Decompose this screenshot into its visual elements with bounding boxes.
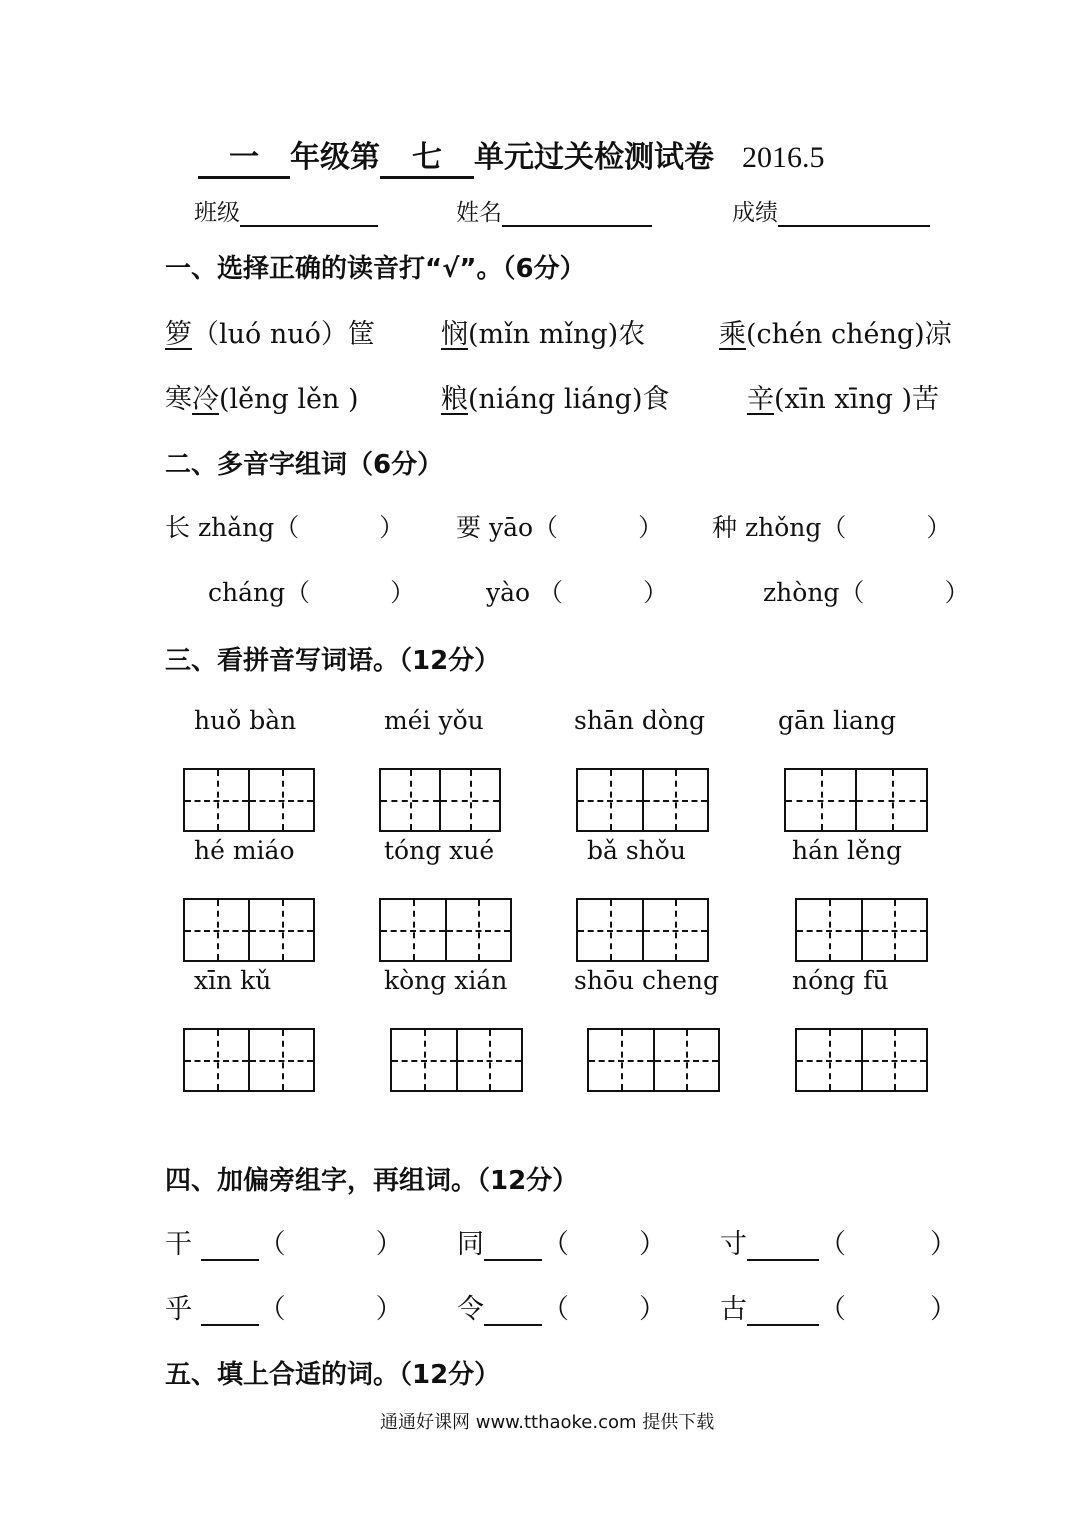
close-paren: ） [643, 578, 669, 607]
pinyin-prompt: nóng fū [792, 966, 889, 995]
polyphone-item[interactable] [763, 573, 969, 609]
close-paren: ） [944, 578, 970, 607]
grid-cell[interactable] [797, 1030, 861, 1090]
grid-cell[interactable] [248, 1030, 313, 1090]
close-paren: ） [930, 1294, 957, 1325]
pinyin-options[interactable]: (chén chéng) [746, 319, 925, 350]
polyphone-pinyin: zhǎng（ [197, 513, 300, 542]
open-paren: （ [819, 1294, 846, 1325]
polyphone-item[interactable] [208, 573, 415, 609]
class-label: 班级 [194, 200, 240, 226]
writing-grid[interactable] [379, 768, 501, 832]
name-label: 姓名 [456, 200, 502, 226]
pinyin-options[interactable]: (lěng lěn ) [219, 384, 359, 415]
close-paren: ） [390, 578, 416, 607]
pinyin-prompt: shān dòng [574, 706, 706, 735]
close-paren: ） [379, 513, 405, 542]
radical-item[interactable] [720, 1287, 957, 1326]
char-blank[interactable] [201, 1233, 259, 1261]
score-blank-line[interactable] [778, 201, 930, 227]
title-text-1: 年级第 [290, 140, 380, 175]
section-5-heading: 五、填上合适的词。（12分） [165, 1360, 501, 1390]
word-rest: 筐 [347, 319, 375, 350]
grid-cell[interactable] [185, 1030, 248, 1090]
polyphone-item[interactable] [486, 573, 668, 609]
page-title [198, 132, 825, 179]
grid-cell[interactable] [578, 770, 642, 830]
grid-cell[interactable] [642, 770, 708, 830]
writing-grid[interactable] [390, 1028, 523, 1092]
grid-cell[interactable] [861, 900, 927, 960]
section-1-heading: 一、选择正确的读音打“√”。（6分） [165, 254, 586, 284]
grid-cell[interactable] [248, 770, 313, 830]
char-blank[interactable] [747, 1233, 819, 1261]
pinyin-options[interactable]: （luó nuó） [192, 319, 348, 350]
char-blank[interactable] [484, 1298, 542, 1326]
close-paren: ） [926, 513, 952, 542]
close-paren: ） [639, 1294, 666, 1325]
name-field[interactable] [456, 194, 652, 227]
grade-blank: 一 [198, 132, 290, 179]
score-field[interactable] [732, 194, 930, 227]
writing-grid[interactable] [587, 1028, 720, 1092]
writing-grid[interactable] [795, 898, 928, 962]
base-char: 同 [457, 1229, 484, 1260]
word-rest: 凉 [924, 319, 952, 350]
class-blank-line[interactable] [240, 201, 378, 227]
pinyin-prompt: gān liang [778, 706, 896, 735]
grid-cell[interactable] [456, 1030, 522, 1090]
base-char: 古 [720, 1294, 747, 1325]
writing-grid[interactable] [183, 898, 315, 962]
word-prefix: 寒 [165, 384, 192, 415]
pinyin-choice-item[interactable] [719, 312, 952, 351]
grid-cell[interactable] [392, 1030, 456, 1090]
section-2-heading: 二、多音字组词（6分） [165, 450, 444, 480]
footer-watermark: 通通好课网 www.tthaoke.com 提供下载 [380, 1412, 715, 1433]
writing-grid[interactable] [784, 768, 928, 832]
radical-item[interactable] [457, 1287, 666, 1326]
polyphone-pinyin: yāo（ [488, 513, 559, 542]
polyphone-pinyin: cháng（ [208, 578, 311, 607]
pinyin-prompt: huǒ bàn [194, 706, 297, 735]
section-4-heading: 四、加偏旁组字，再组词。（12分） [165, 1166, 579, 1196]
writing-grid[interactable] [379, 898, 512, 962]
base-char: 寸 [720, 1229, 747, 1260]
open-paren: （ [542, 1229, 569, 1260]
pinyin-choice-item[interactable] [165, 377, 359, 416]
char-blank[interactable] [201, 1298, 259, 1326]
radical-item[interactable] [165, 1222, 403, 1261]
title-date: 2016.5 [742, 141, 825, 174]
pinyin-prompt: xīn kǔ [194, 966, 272, 995]
polyphone-char: 要 [456, 513, 482, 542]
radical-item[interactable] [165, 1287, 403, 1326]
target-char: 冷 [192, 384, 219, 415]
grid-cell[interactable] [248, 900, 313, 960]
grid-cell[interactable] [578, 900, 642, 960]
pinyin-choice-item[interactable] [165, 312, 375, 351]
close-paren: ） [638, 513, 664, 542]
grid-cell[interactable] [185, 770, 248, 830]
pinyin-choice-item[interactable] [747, 377, 939, 416]
section-3-heading: 三、看拼音写词语。（12分） [165, 646, 501, 676]
open-paren: （ [258, 1294, 286, 1325]
grid-cell[interactable] [797, 900, 861, 960]
radical-item[interactable] [457, 1222, 666, 1261]
score-label: 成绩 [732, 200, 778, 226]
word-rest: 苦 [912, 384, 940, 415]
grid-cell[interactable] [439, 770, 499, 830]
open-paren: （ [258, 1229, 286, 1260]
unit-blank: 七 [380, 132, 474, 179]
polyphone-pinyin: yào （ [486, 578, 564, 607]
grid-cell[interactable] [861, 1030, 927, 1090]
polyphone-char: 种 [712, 513, 738, 542]
close-paren: ） [375, 1229, 403, 1260]
pinyin-prompt: tóng xué [384, 836, 495, 865]
name-blank-line[interactable] [502, 201, 652, 227]
class-field[interactable] [194, 194, 378, 227]
base-char: 乎 [165, 1294, 192, 1325]
pinyin-prompt: shōu cheng [574, 966, 720, 995]
pinyin-choice-item[interactable] [441, 312, 645, 351]
base-char: 令 [457, 1294, 484, 1325]
open-paren: （ [542, 1294, 569, 1325]
polyphone-pinyin: zhòng（ [763, 578, 865, 607]
writing-grid[interactable] [576, 898, 709, 962]
title-text-2: 单元过关检测试卷 [474, 140, 714, 175]
base-char: 干 [165, 1229, 192, 1260]
grid-cell[interactable] [653, 1030, 719, 1090]
grid-cell[interactable] [185, 900, 248, 960]
pinyin-prompt: bǎ shǒu [587, 836, 686, 865]
close-paren: ） [375, 1294, 403, 1325]
grid-cell[interactable] [381, 900, 445, 960]
radical-item[interactable] [720, 1222, 957, 1261]
pinyin-choice-item[interactable] [441, 377, 670, 416]
polyphone-item[interactable] [165, 508, 404, 544]
target-char: 粮 [441, 384, 468, 415]
target-char: 乘 [719, 319, 746, 350]
pinyin-prompt: hán lěng [792, 836, 902, 865]
target-char: 箩 [165, 319, 192, 350]
target-char: 悯 [441, 319, 468, 350]
writing-grid[interactable] [576, 768, 709, 832]
grid-cell[interactable] [642, 900, 708, 960]
writing-grid[interactable] [183, 768, 315, 832]
pinyin-prompt: kòng xián [384, 966, 508, 995]
grid-cell[interactable] [445, 900, 511, 960]
polyphone-char: 长 [165, 513, 191, 542]
grid-cell[interactable] [381, 770, 439, 830]
open-paren: （ [819, 1229, 846, 1260]
word-rest: 食 [642, 384, 670, 415]
char-blank[interactable] [747, 1298, 819, 1326]
pinyin-options[interactable]: (xīn xīng ) [774, 384, 913, 415]
polyphone-item[interactable] [712, 508, 951, 544]
pinyin-options[interactable]: (mǐn mǐng) [468, 319, 619, 350]
pinyin-prompt: méi yǒu [384, 706, 484, 735]
close-paren: ） [639, 1229, 666, 1260]
polyphone-pinyin: zhǒng（ [744, 513, 847, 542]
grid-cell[interactable] [786, 770, 855, 830]
close-paren: ） [930, 1229, 957, 1260]
char-blank[interactable] [484, 1233, 542, 1261]
writing-grid[interactable] [795, 1028, 928, 1092]
target-char: 辛 [747, 384, 774, 415]
grid-cell[interactable] [855, 770, 926, 830]
pinyin-options[interactable]: (niáng liáng) [468, 384, 643, 415]
polyphone-item[interactable] [456, 508, 663, 544]
writing-grid[interactable] [183, 1028, 315, 1092]
word-rest: 农 [618, 319, 646, 350]
pinyin-prompt: hé miáo [194, 836, 295, 865]
grid-cell[interactable] [589, 1030, 653, 1090]
